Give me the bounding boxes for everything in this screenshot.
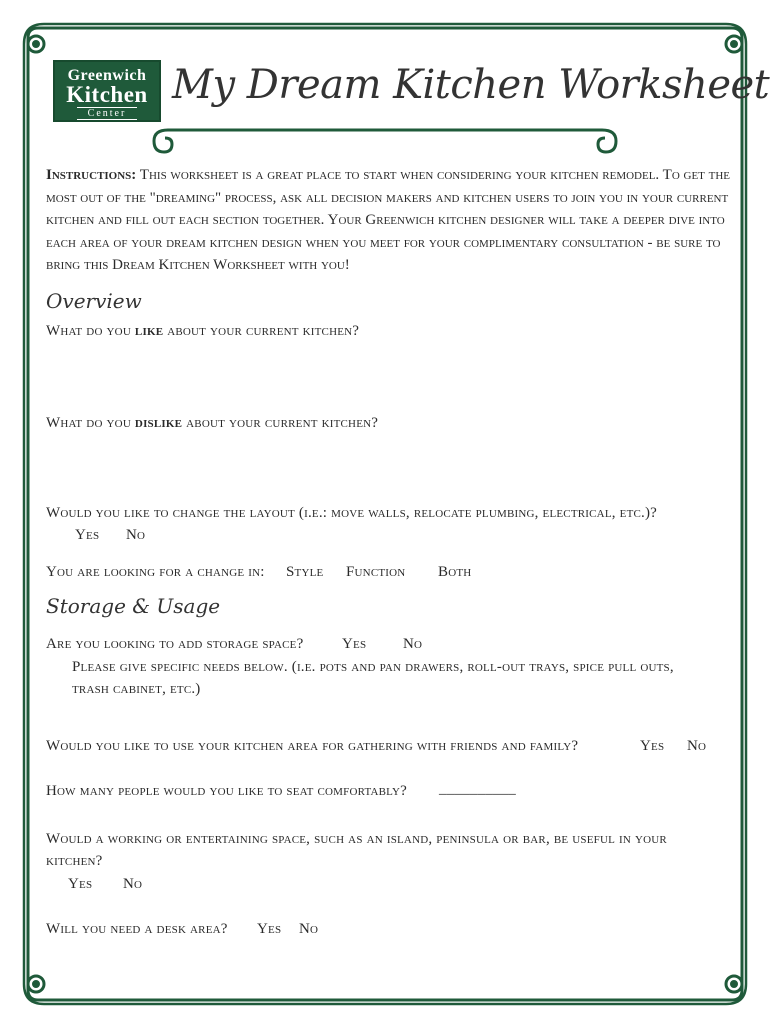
instructions-label: Instructions:	[46, 167, 137, 183]
question-change: You are looking for a change in:	[46, 564, 265, 580]
question-desk: Will you need a desk area?	[46, 921, 228, 937]
question-like-post: about your current kitchen?	[167, 323, 360, 339]
question-dislike	[46, 415, 378, 432]
question-storage: Are you looking to add storage space?	[46, 636, 304, 652]
storage-no-option[interactable]: No	[403, 636, 423, 652]
question-space-line-1: Would a working or entertaining space, such as an island, peninsula or bar, be useful in your	[46, 831, 667, 847]
desk-no-option[interactable]: No	[299, 921, 319, 937]
section-heading-overview: Overview	[46, 289, 142, 313]
space-yes-option[interactable]: Yes	[68, 876, 93, 892]
question-dislike-bold: dislike	[134, 415, 183, 431]
layout-yes-option[interactable]: Yes	[75, 527, 100, 543]
page-title: My Dream Kitchen Worksheet	[172, 62, 770, 108]
section-heading-storage: Storage & Usage	[46, 594, 221, 618]
logo-line-3: Center	[77, 107, 137, 120]
company-logo	[53, 60, 161, 122]
question-like-bold: like	[134, 323, 164, 339]
desk-yes-option[interactable]: Yes	[257, 921, 282, 937]
question-dislike-pre: What do you	[46, 415, 131, 431]
title-divider-ornament	[140, 126, 630, 156]
space-no-option[interactable]: No	[123, 876, 143, 892]
layout-no-option[interactable]: No	[126, 527, 146, 543]
question-gathering: Would you like to use your kitchen area for gathering with friends and family?	[46, 738, 579, 754]
storage-note-line-2: trash cabinet, etc.)	[72, 681, 201, 697]
instructions-paragraph	[46, 164, 746, 277]
instructions-text: This worksheet is a great place to start when considering your kitchen remodel. To get the most out of the "dreaming" process, ask all decision makers and kitchen users to join you in your current kitchen and fill out each section together. Your Greenwich kitchen designer will take a deeper dive into each area of your dream kitchen design when you meet for your complimentary consultation - be sure to bring this Dream Kitchen Worksheet with you!	[46, 167, 731, 273]
storage-yes-option[interactable]: Yes	[342, 636, 367, 652]
logo-line-1: Greenwich	[67, 67, 147, 84]
question-like-pre: What do you	[46, 323, 131, 339]
logo-line-2: Kitchen	[66, 82, 148, 107]
question-dislike-post: about your current kitchen?	[186, 415, 379, 431]
question-like	[46, 323, 359, 340]
seat-count-field[interactable]: __________	[439, 781, 516, 797]
gathering-no-option[interactable]: No	[687, 738, 707, 754]
question-space-line-2: kitchen?	[46, 853, 103, 869]
change-function-option[interactable]: Function	[346, 564, 406, 580]
gathering-yes-option[interactable]: Yes	[640, 738, 665, 754]
question-layout: Would you like to change the layout (i.e.: move walls, relocate plumbing, electrical, etc.)?	[46, 505, 658, 521]
storage-note-line-1: Please give specific needs below. (i.e. pots and pan drawers, roll-out trays, spice pull outs,	[72, 659, 674, 675]
question-seat: How many people would you like to seat comfortably?	[46, 783, 408, 799]
change-style-option[interactable]: Style	[286, 564, 324, 580]
change-both-option[interactable]: Both	[438, 564, 472, 580]
